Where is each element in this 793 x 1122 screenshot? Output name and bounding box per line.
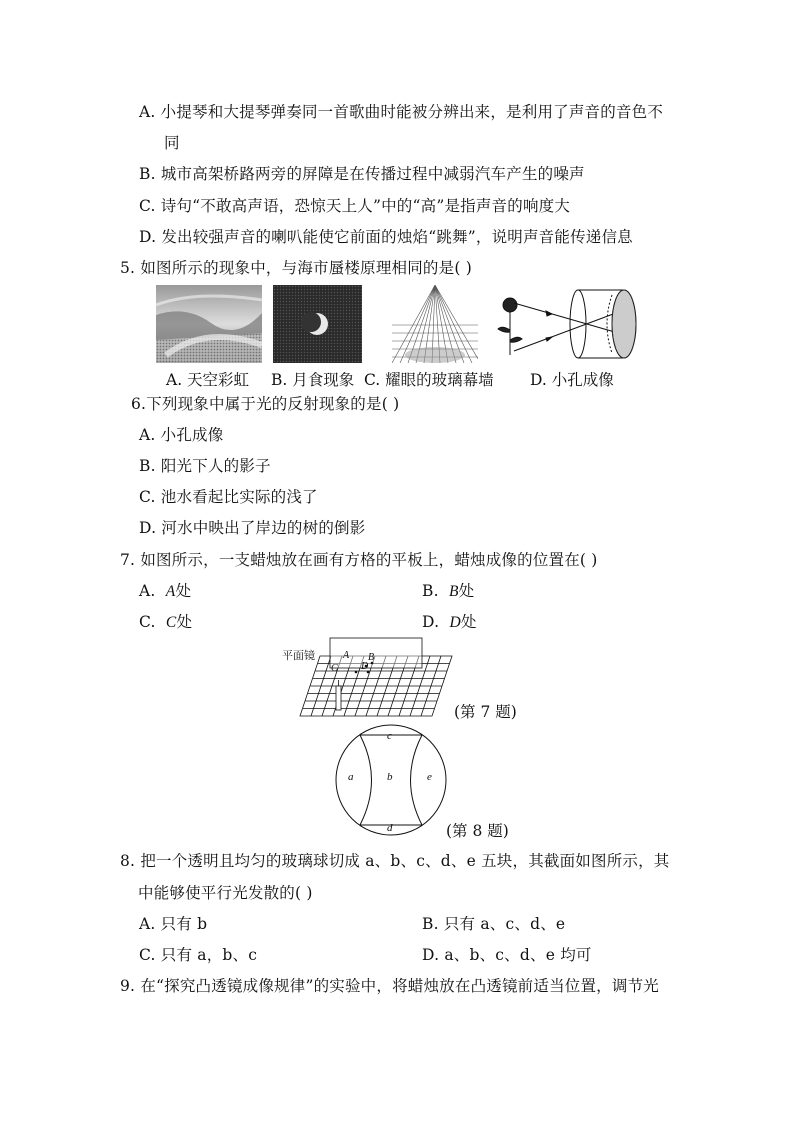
q4-option-a: A. 小提琴和大提琴弹奏同一首歌曲时能被分辨出来，是利用了声音的音色不 [139,103,664,121]
q8-stem-line1: 8. 把一个透明且均匀的玻璃球切成 a、b、c、d、e 五块，其截面如图所示，其 [120,852,670,870]
q4-option-b: B. 城市高架桥路两旁的屏障是在传播过程中减弱汽车产生的噪声 [139,165,585,183]
pinhole-imaging-diagram [492,285,638,363]
q8-stem-line2: 中能够使平行光发散的( ) [138,884,313,902]
piece-c-label: c [387,730,392,742]
point-d-label: D [361,661,369,672]
glass-sphere-figure [333,722,449,838]
q5-stem: 5. 如图所示的现象中，与海市蜃楼原理相同的是( ) [120,259,472,277]
q6-option-d: D. 河水中映出了岸边的树的倒影 [139,519,366,537]
q8-option-d: D. a、b、c、d、e 均可 [422,946,592,964]
q8-option-c: C. 只有 a，b、c [139,946,258,964]
glass-curtain-wall-photo [392,285,478,363]
q8-option-b: B. 只有 a、c、d、e [422,915,566,933]
piece-e-label: e [427,771,432,783]
q4-option-d: D. 发出较强声音的喇叭能使它前面的烛焰“跳舞”，说明声音能传递信息 [139,228,633,246]
q6-option-a: A. 小孔成像 [139,426,224,444]
q5-caption-a: A. 天空彩虹 [166,371,250,389]
q7-caption: (第 7 题) [454,703,517,721]
q6-option-b: B. 阳光下人的影子 [139,457,271,475]
q5-caption-b: B. 月食现象 [271,371,355,389]
q7-option-a: A. A处 [139,582,192,600]
rainbow-photo [156,285,262,363]
piece-b-label: b [387,771,393,783]
mirror-label: 平面镜 [282,650,315,662]
q4-option-a-continued: 同 [164,134,180,152]
q6-stem: 6.下列现象中属于光的反射现象的是( ) [131,395,400,413]
point-b-label: B [368,652,375,663]
piece-a-label: a [348,771,354,783]
q6-option-c: C. 池水看起比实际的浅了 [139,488,318,506]
q7-option-c: C. C处 [139,613,193,631]
q5-caption-c: C. 耀眼的玻璃幕墙 [364,371,494,389]
plane-mirror-grid-figure [280,636,456,718]
q8-caption: (第 8 题) [446,822,509,840]
q4-option-c: C. 诗句“不敢高声语，恐惊天上人”中的“高”是指声音的响度大 [139,197,571,215]
point-a-label: A [343,650,350,661]
q8-option-a: A. 只有 b [139,915,208,933]
point-c-label: C [331,663,338,674]
q5-caption-d: D. 小孔成像 [530,371,614,389]
piece-d-label: d [387,822,393,834]
q7-option-b: B. B处 [422,582,475,600]
lunar-eclipse-photo [273,285,362,363]
q9-stem: 9. 在“探究凸透镜成像规律”的实验中，将蜡烛放在凸透镜前适当位置，调节光 [120,977,659,995]
q7-stem: 7. 如图所示，一支蜡烛放在画有方格的平板上，蜡烛成像的位置在( ) [120,551,598,569]
q7-option-d: D. D处 [422,613,477,631]
